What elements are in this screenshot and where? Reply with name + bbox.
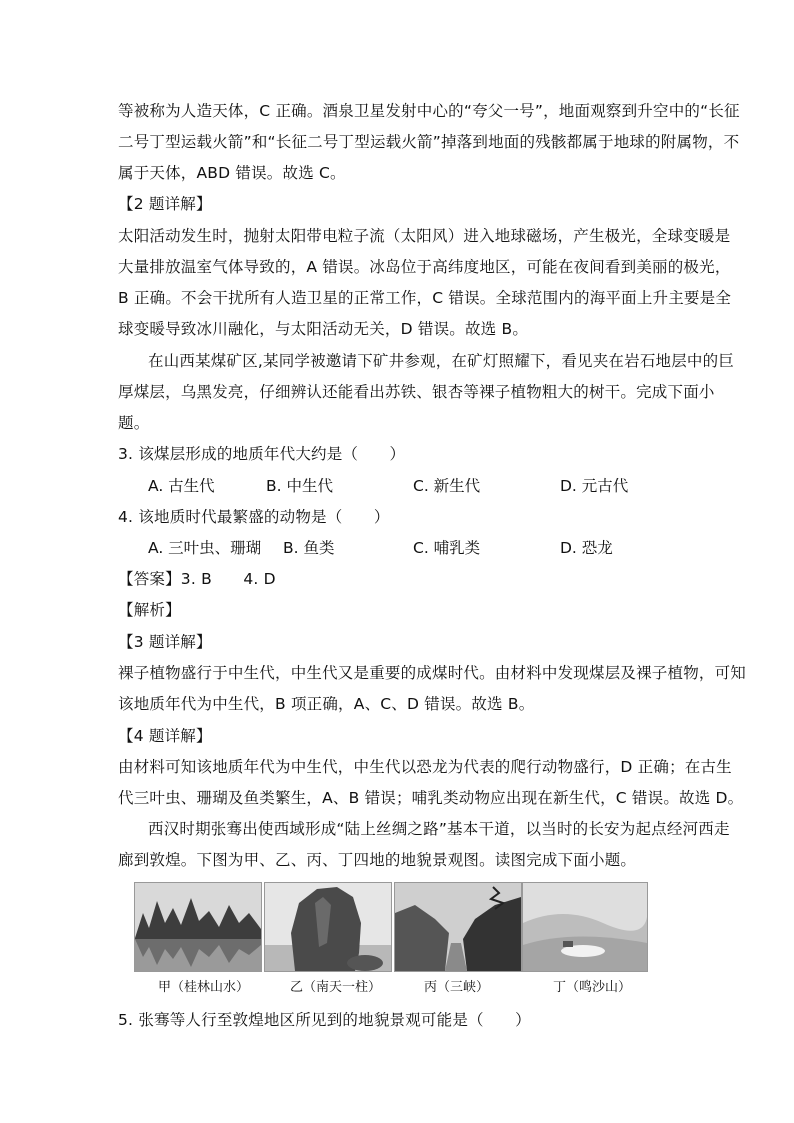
- section-heading: 【3 题详解】: [118, 633, 212, 651]
- landscape-photo-guilin: [134, 882, 262, 972]
- text-line: 该地质年代为中生代，B 项正确，A、C、D 错误。故选 B。: [118, 695, 535, 713]
- photo-caption: 丙（三峡）: [424, 980, 490, 995]
- text-line: 等被称为人造天体，C 正确。酒泉卫星发射中心的“夸父一号”，地面观察到升空中的“长征: [118, 102, 740, 120]
- landscape-photo-three-gorges: [394, 882, 522, 972]
- section-heading: 【解析】: [118, 601, 181, 619]
- question-3: 3. 该煤层形成的地质年代大约是（ ）: [118, 445, 406, 463]
- text-line: 代三叶虫、珊瑚及鱼类繁生，A、B 错误；哺乳类动物应出现在新生代，C 错误。故选 D。: [118, 789, 744, 807]
- text-line: 题。: [118, 414, 150, 432]
- text-line: 西汉时期张骞出使西域形成“陆上丝绸之路”基本干道，以当时的长安为起点经河西走: [148, 820, 730, 838]
- text-line: 裸子植物盛行于中生代，中生代又是重要的成煤时代。由材料中发现煤层及裸子植物，可知: [118, 664, 747, 682]
- text-line: 属于天体，ABD 错误。故选 C。: [118, 164, 346, 182]
- text-line: B 正确。不会干扰所有人造卫星的正常工作，C 错误。全球范围内的海平面上升主要是全: [118, 289, 732, 307]
- question-5: 5. 张骞等人行至敦煌地区所见到的地貌景观可能是（ ）: [118, 1011, 531, 1029]
- text-line: 廊到敦煌。下图为甲、乙、丙、丁四地的地貌景观图。读图完成下面小题。: [118, 851, 637, 869]
- q4-option-b: B. 鱼类: [283, 539, 335, 557]
- q4-option-d: D. 恐龙: [560, 539, 613, 557]
- text-line: 球变暖导致冰川融化，与太阳活动无关，D 错误。故选 B。: [118, 320, 529, 338]
- photo-caption: 甲（桂林山水）: [158, 980, 250, 995]
- text-line: 太阳活动发生时，抛射太阳带电粒子流（太阳风）进入地球磁场，产生极光，全球变暖是: [118, 227, 731, 245]
- q3-option-b: B. 中生代: [266, 477, 333, 495]
- text-line: 在山西某煤矿区,某同学被邀请下矿井参观，在矿灯照耀下，看见夹在岩石地层中的巨: [148, 352, 735, 370]
- photo-caption: 丁（鸣沙山）: [553, 980, 632, 995]
- answer-line: 【答案】3. B 4. D: [118, 570, 276, 588]
- text-line: 二号丁型运载火箭”和“长征二号丁型运载火箭”掉落到地面的残骸都属于地球的附属物，不: [118, 133, 740, 151]
- landscape-photo-nantianyizhu: [264, 882, 392, 972]
- q3-option-d: D. 元古代: [560, 477, 629, 495]
- text-line: 厚煤层，乌黑发亮，仔细辨认还能看出苏铁、银杏等裸子植物粗大的树干。完成下面小: [118, 383, 715, 401]
- landscape-photo-mingsha-mountain: [522, 882, 648, 972]
- q4-option-c: C. 哺乳类: [413, 539, 481, 557]
- question-4: 4. 该地质时代最繁盛的动物是（ ）: [118, 508, 390, 526]
- section-heading: 【4 题详解】: [118, 727, 212, 745]
- section-heading: 【2 题详解】: [118, 195, 212, 213]
- text-line: 由材料可知该地质年代为中生代，中生代以恐龙为代表的爬行动物盛行，D 正确；在古生: [118, 758, 732, 776]
- text-line: 大量排放温室气体导致的，A 错误。冰岛位于高纬度地区，可能在夜间看到美丽的极光，: [118, 258, 731, 276]
- q3-option-a: A. 古生代: [148, 477, 215, 495]
- q3-option-c: C. 新生代: [413, 477, 481, 495]
- photo-caption: 乙（南天一柱）: [290, 980, 382, 995]
- q4-option-a: A. 三叶虫、珊瑚: [148, 539, 262, 557]
